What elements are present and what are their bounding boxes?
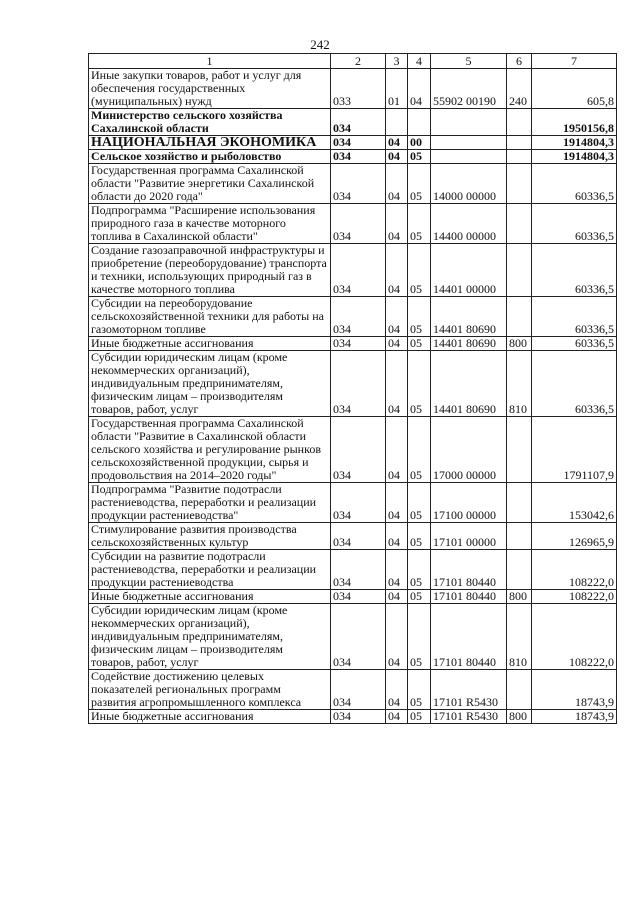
target-article-cell: 17000 00000: [431, 417, 507, 483]
section-code-cell: 04: [386, 164, 408, 204]
admin-code-cell: 034: [331, 483, 386, 523]
target-article-cell: 17101 80440: [431, 590, 507, 604]
row-name-cell: Иные бюджетные ассигнования: [89, 337, 331, 351]
subsection-code-cell: 05: [408, 604, 431, 670]
table-row: [89, 69, 617, 109]
amount-cell: 126965,9: [532, 523, 617, 550]
header-cell: 5: [431, 54, 507, 69]
header-cell: 7: [532, 54, 617, 69]
target-article-cell: 14401 80690: [431, 351, 507, 417]
expense-type-cell: [507, 109, 532, 136]
subsection-code-cell: 05: [408, 204, 431, 244]
section-code-cell: 04: [386, 351, 408, 417]
subsection-code-cell: 00: [408, 136, 431, 150]
amount-cell: 108222,0: [532, 590, 617, 604]
admin-code-cell: 034: [331, 604, 386, 670]
row-name-cell: Министерство сельского хозяйства Сахалинской области: [89, 109, 331, 136]
section-code-cell: 04: [386, 550, 408, 590]
amount-cell: 1914804,3: [532, 150, 617, 164]
amount-cell: 60336,5: [532, 297, 617, 337]
section-code-cell: 04: [386, 417, 408, 483]
admin-code-cell: 034: [331, 150, 386, 164]
row-name-cell: Подпрограмма "Развитие подотрасли растениеводства, переработки и реализации продукции растениеводства": [89, 483, 331, 523]
admin-code-cell: 034: [331, 550, 386, 590]
admin-code-cell: 034: [331, 297, 386, 337]
target-article-cell: 14401 00000: [431, 244, 507, 297]
subsection-code-cell: 05: [408, 550, 431, 590]
row-name-cell: Создание газозаправочной инфраструктуры и приобретение (переоборудование) транспорта и техники, использующих природный газ в качестве моторного топлива: [89, 244, 331, 297]
target-article-cell: 55902 00190: [431, 69, 507, 109]
admin-code-cell: 034: [331, 590, 386, 604]
row-name-cell: Субсидии юридическим лицам (кроме некоммерческих организаций), индивидуальным предпринимателям, физическим лицам – производителям товаров, работ, услуг: [89, 351, 331, 417]
page-number: 242: [310, 37, 330, 52]
table-row: [89, 590, 617, 604]
table-row: [89, 109, 617, 136]
table-row: [89, 244, 617, 297]
table-row: [89, 150, 617, 164]
section-code-cell: 04: [386, 483, 408, 523]
expense-type-cell: 800: [507, 710, 532, 724]
table-row: [89, 523, 617, 550]
amount-cell: 60336,5: [532, 244, 617, 297]
row-name-cell: Сельское хозяйство и рыболовство: [89, 150, 331, 164]
header-cell: 3: [386, 54, 408, 69]
section-code-cell: 04: [386, 150, 408, 164]
target-article-cell: [431, 150, 507, 164]
header-cell: 4: [408, 54, 431, 69]
admin-code-cell: 034: [331, 164, 386, 204]
target-article-cell: 17101 80440: [431, 604, 507, 670]
row-name-cell: Стимулирование развития производства сельскохозяйственных культур: [89, 523, 331, 550]
expense-type-cell: [507, 244, 532, 297]
table-row: [89, 670, 617, 710]
table-row: [89, 483, 617, 523]
expense-type-cell: [507, 483, 532, 523]
table-row: [89, 417, 617, 483]
expense-type-cell: [507, 150, 532, 164]
subsection-code-cell: 05: [408, 483, 431, 523]
admin-code-cell: 034: [331, 136, 386, 150]
row-name-cell: Содействие достижению целевых показателей региональных программ развития агропромышленного комплекса: [89, 670, 331, 710]
expense-type-cell: 810: [507, 604, 532, 670]
subsection-code-cell: 05: [408, 351, 431, 417]
amount-cell: 605,8: [532, 69, 617, 109]
amount-cell: 60336,5: [532, 337, 617, 351]
section-code-cell: 04: [386, 297, 408, 337]
admin-code-cell: 034: [331, 670, 386, 710]
admin-code-cell: 034: [331, 417, 386, 483]
subsection-code-cell: 05: [408, 590, 431, 604]
section-code-cell: [386, 109, 408, 136]
expense-type-cell: [507, 417, 532, 483]
target-article-cell: 14401 80690: [431, 297, 507, 337]
subsection-code-cell: 05: [408, 337, 431, 351]
admin-code-cell: 034: [331, 109, 386, 136]
expense-type-cell: 240: [507, 69, 532, 109]
admin-code-cell: 034: [331, 351, 386, 417]
table-row: [89, 604, 617, 670]
subsection-code-cell: 05: [408, 710, 431, 724]
row-name-cell: Подпрограмма "Расширение использования природного газа в качестве моторного топлива в Сахалинской области": [89, 204, 331, 244]
amount-cell: 108222,0: [532, 604, 617, 670]
expense-type-cell: 810: [507, 351, 532, 417]
amount-cell: 18743,9: [532, 710, 617, 724]
target-article-cell: 14400 00000: [431, 204, 507, 244]
row-name-cell: Иные закупки товаров, работ и услуг для обеспечения государственных (муниципальных) нужд: [89, 69, 331, 109]
target-article-cell: 17101 00000: [431, 523, 507, 550]
section-code-cell: 04: [386, 710, 408, 724]
admin-code-cell: 034: [331, 710, 386, 724]
header-row: [89, 54, 617, 69]
amount-cell: 18743,9: [532, 670, 617, 710]
target-article-cell: 17101 80440: [431, 550, 507, 590]
target-article-cell: 17100 00000: [431, 483, 507, 523]
admin-code-cell: 034: [331, 244, 386, 297]
section-code-cell: 04: [386, 337, 408, 351]
expense-type-cell: [507, 204, 532, 244]
target-article-cell: 17101 R5430: [431, 710, 507, 724]
target-article-cell: 14401 80690: [431, 337, 507, 351]
admin-code-cell: 034: [331, 204, 386, 244]
header-cell: 6: [507, 54, 532, 69]
header-cell: 2: [331, 54, 386, 69]
section-code-cell: 04: [386, 204, 408, 244]
expense-type-cell: [507, 550, 532, 590]
subsection-code-cell: 04: [408, 69, 431, 109]
amount-cell: 60336,5: [532, 204, 617, 244]
section-code-cell: 04: [386, 523, 408, 550]
expense-type-cell: 800: [507, 590, 532, 604]
row-name-cell: Иные бюджетные ассигнования: [89, 590, 331, 604]
row-name-cell: Государственная программа Сахалинской области "Развитие в Сахалинской области сельского хозяйства и регулирование рынков сельскохозяйственной продукции, сырья и продовольствия на 2014–2020 годы": [89, 417, 331, 483]
row-name-cell: Субсидии на развитие подотрасли растениеводства, переработки и реализации продукции растениеводства: [89, 550, 331, 590]
section-code-cell: 04: [386, 604, 408, 670]
row-name-cell: Иные бюджетные ассигнования: [89, 710, 331, 724]
table-row: [89, 164, 617, 204]
admin-code-cell: 033: [331, 69, 386, 109]
table-row: [89, 136, 617, 150]
amount-cell: 60336,5: [532, 351, 617, 417]
table-row: [89, 337, 617, 351]
subsection-code-cell: 05: [408, 670, 431, 710]
subsection-code-cell: 05: [408, 164, 431, 204]
table-row: [89, 550, 617, 590]
amount-cell: 1914804,3: [532, 136, 617, 150]
subsection-code-cell: 05: [408, 417, 431, 483]
expense-type-cell: [507, 523, 532, 550]
row-name-cell: Субсидии на переоборудование сельскохозяйственной техники для работы на газомоторном топливе: [89, 297, 331, 337]
expense-type-cell: [507, 297, 532, 337]
budget-table: [88, 53, 617, 724]
subsection-code-cell: 05: [408, 244, 431, 297]
target-article-cell: [431, 109, 507, 136]
target-article-cell: 17101 R5430: [431, 670, 507, 710]
row-name-cell: НАЦИОНАЛЬНАЯ ЭКОНОМИКА: [89, 136, 331, 150]
subsection-code-cell: 05: [408, 523, 431, 550]
header-cell: 1: [89, 54, 331, 69]
section-code-cell: 01: [386, 69, 408, 109]
amount-cell: 1791107,9: [532, 417, 617, 483]
section-code-cell: 04: [386, 244, 408, 297]
expense-type-cell: [507, 136, 532, 150]
expense-type-cell: [507, 670, 532, 710]
table-row: [89, 710, 617, 724]
admin-code-cell: 034: [331, 337, 386, 351]
table-row: [89, 297, 617, 337]
subsection-code-cell: [408, 109, 431, 136]
section-code-cell: 04: [386, 136, 408, 150]
amount-cell: 1950156,8: [532, 109, 617, 136]
target-article-cell: [431, 136, 507, 150]
expense-type-cell: 800: [507, 337, 532, 351]
subsection-code-cell: 05: [408, 297, 431, 337]
section-code-cell: 04: [386, 670, 408, 710]
admin-code-cell: 034: [331, 523, 386, 550]
amount-cell: 108222,0: [532, 550, 617, 590]
row-name-cell: Государственная программа Сахалинской области "Развитие энергетики Сахалинской области до 2020 года": [89, 164, 331, 204]
section-code-cell: 04: [386, 590, 408, 604]
row-name-cell: Субсидии юридическим лицам (кроме некоммерческих организаций), индивидуальным предпринимателям, физическим лицам – производителям товаров, работ, услуг: [89, 604, 331, 670]
subsection-code-cell: 05: [408, 150, 431, 164]
amount-cell: 153042,6: [532, 483, 617, 523]
table-row: [89, 351, 617, 417]
table-row: [89, 204, 617, 244]
expense-type-cell: [507, 164, 532, 204]
target-article-cell: 14000 00000: [431, 164, 507, 204]
amount-cell: 60336,5: [532, 164, 617, 204]
